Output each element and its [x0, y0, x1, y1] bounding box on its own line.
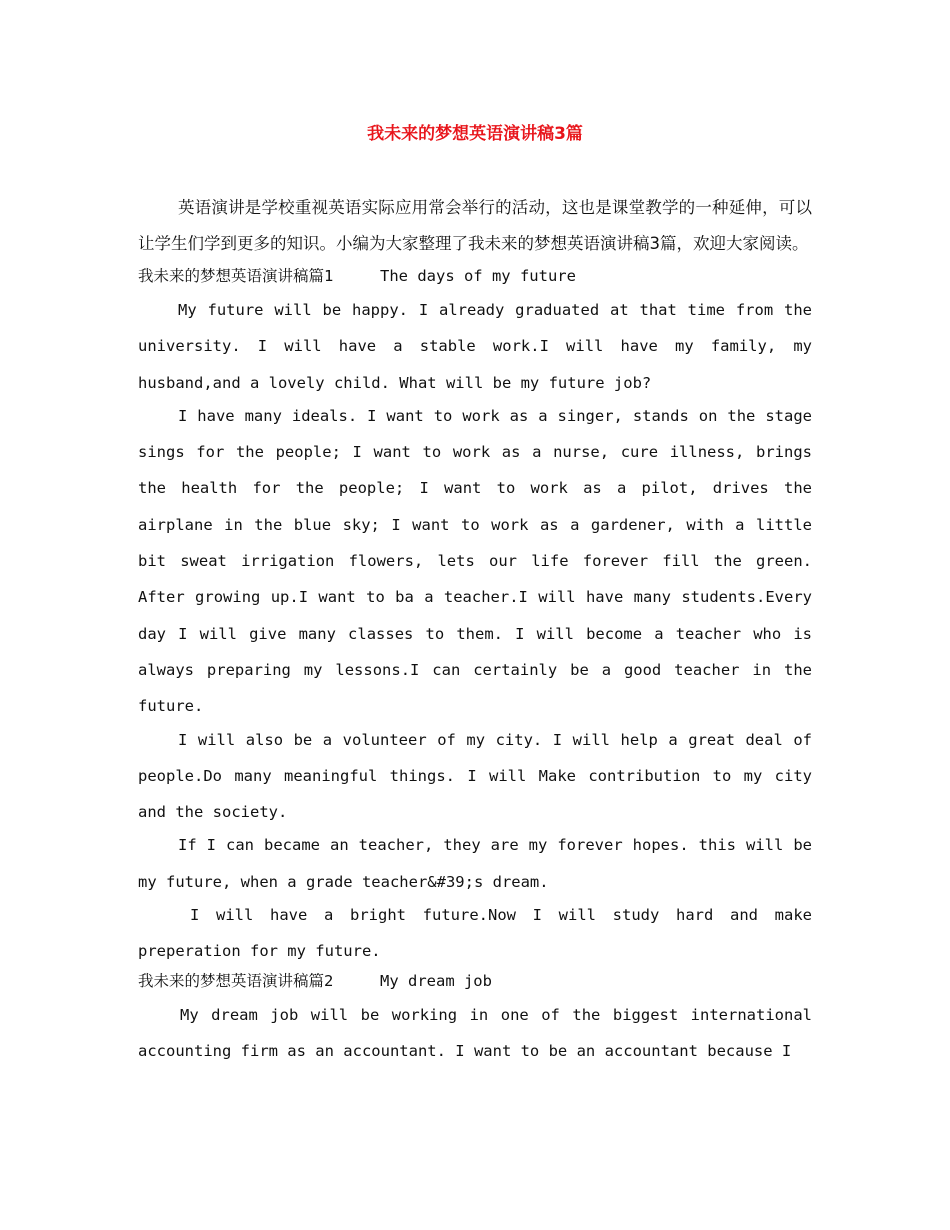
section-2-heading: 我未来的梦想英语演讲稿篇2 My dream job	[138, 971, 492, 990]
section-1-paragraph-5: I will have a bright future.Now I will study hard and make preperation for my future.	[138, 906, 812, 961]
document-body	[138, 120, 812, 1066]
section-1-paragraph-3: I will also be a volunteer of my city. I will help a great deal of people.Do many meaningful things. I will Make contribution to my city and the society.	[138, 730, 812, 822]
section-1-paragraph-2: I have many ideals. I want to work as a singer, stands on the stage sings for the people; I want to work as a nurse, cure illness, brings the health for the people; I want to work as a pilot, drives the airplane in the blue sky; I want to work as a gardener, with a little bit sweat irrigation flowers, lets our life forever fill the green. After growing up.I want to ba a teacher.I will have many students.Every day I will give many classes to them. I will become a teacher who is always preparing my lessons.I can certainly be a good teacher in the future.	[138, 406, 812, 716]
section-1-paragraph-1: My future will be happy. I already graduated at that time from the university. I will have a stable work.I will have my family, my husband,and a lovely child. What will be my future job?	[138, 301, 812, 392]
section-2-paragraph-1: My dream job will be working in one of the biggest international accounting firm as an accountant. I want to be an accountant because I	[138, 1005, 812, 1060]
intro-paragraph: 英语演讲是学校重视英语实际应用常会举行的活动，这也是课堂教学的一种延伸，可以让学生们学到更多的知识。小编为大家整理了我未来的梦想英语演讲稿3篇，欢迎大家阅读。	[138, 198, 812, 253]
document-title: 我未来的梦想英语演讲稿3篇	[367, 124, 583, 144]
section-1-paragraph-4: If I can became an teacher, they are my forever hopes. this will be my future, when a grade teacher&#39;s dream.	[138, 836, 812, 891]
section-1-heading: 我未来的梦想英语演讲稿篇1 The days of my future	[138, 267, 576, 285]
